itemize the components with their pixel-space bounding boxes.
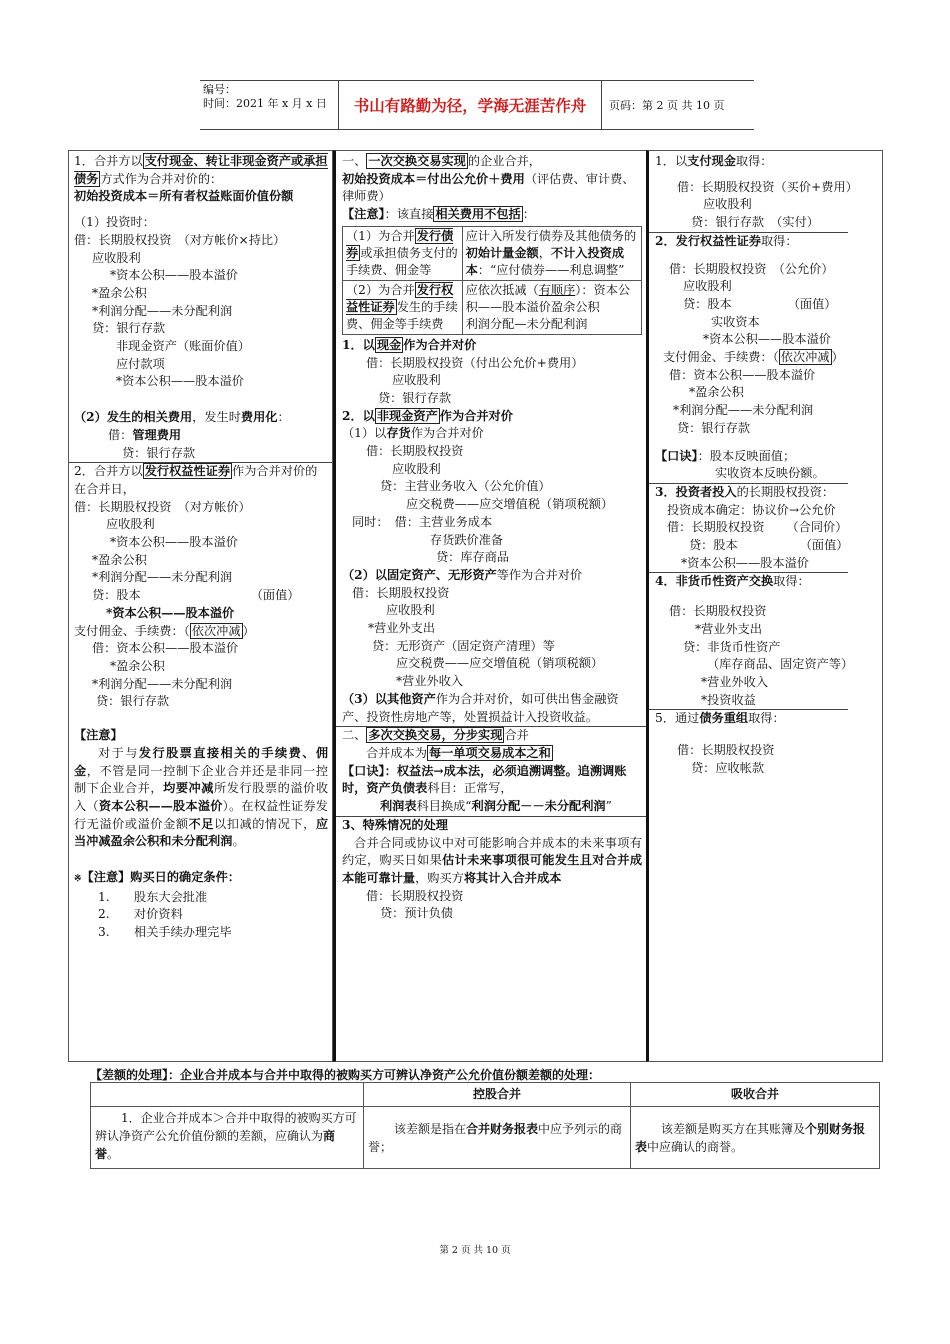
table-cell: 应依次抵减（有顺序）：资本公积——股本溢价盈余公积 利润分配—未分配利润 (462, 280, 641, 334)
subheading: 4．非货币性资产交换取得： (655, 574, 810, 589)
document-header (200, 80, 754, 130)
text-line: *盈余公积 (92, 285, 147, 300)
text-line: *资本公积——股本溢价 (681, 555, 809, 570)
text-line: 贷：应收帐款 (691, 760, 765, 775)
text-line: *利润分配——未分配利润 (92, 570, 233, 585)
number-label: 编号： (203, 83, 236, 96)
column-equity-merge (68, 150, 333, 1062)
text-line: 应交税费——应交增值税（销项税额） (396, 656, 604, 671)
text-line: 借：资本公积——股本溢价 (92, 641, 239, 656)
note-title: 【注意】 (74, 728, 123, 743)
text-line: 借：长期股权投资 （公允价） (669, 261, 834, 276)
text-line: 贷：银行存款 (96, 694, 170, 709)
text-line: 借：管理费用 (108, 427, 182, 442)
table-header (91, 1083, 364, 1107)
table-cell: （1）为合并 发行债券 或承担债务支付的手续费、佣金等 (343, 226, 463, 280)
text-line: 实收资本 (711, 314, 760, 329)
text-paragraph: 利润表科目换成“利润分配－－未分配利润” (380, 799, 612, 814)
table-header: 吸收合并 (631, 1083, 880, 1107)
text-line: *营业外收入 (396, 674, 464, 689)
text-line: *资本公积——股本溢价 (703, 332, 831, 347)
text-line: 应收股利 (683, 279, 732, 294)
section-1-heading: 1．合并方以 支付现金、转让非现金资产或承担债务 方式作为合并对价的： (74, 154, 328, 186)
text-line: 贷：股本 （面值） (92, 588, 300, 603)
text-line: 贷：股本 （面值） (689, 538, 849, 553)
text-paragraph: 合并合同或协议中对可能影响合并成本的未来事项有约定，购买日如果估计未来事项很可能发生且对合并成本能可靠计量，购买方将其计入合并成本 (342, 835, 643, 885)
column-other-methods (646, 150, 883, 1062)
subheading: 2．发行权益性证券取得： (655, 233, 798, 248)
text-line: 借：长期股权投资 (677, 743, 775, 758)
text-line: （1）以存货作为合并对价 (342, 426, 484, 441)
text-line: *盈余公积 (92, 552, 147, 567)
formula: 初始投资成本＝所有者权益账面价值份额 (74, 189, 294, 204)
date-label: 时间：2021 年 x 月 x 日 (203, 97, 327, 110)
text-line: 贷：银行存款 (92, 321, 166, 336)
text-line: 贷：非货币性资产 (683, 639, 781, 654)
difference-table (90, 1082, 880, 1169)
text-line: *资本公积——股本溢价 (110, 535, 238, 550)
text-line: 支付佣金、手续费：（ 依次冲减 ） (663, 350, 844, 365)
text-line: 应付款项 (116, 356, 165, 371)
subheading: 1．以 现金 作为合并对价 (342, 337, 477, 352)
note-line: 【注意】：该直接 相关费用不包括 ： (342, 207, 535, 222)
text-line: 贷：无形资产（固定资产清理）等 (372, 638, 555, 653)
column-non-common-control (333, 150, 646, 1062)
table-cell: 该差额是购买方在其账簿及个别财务报表中应确认的商誉。 (631, 1107, 880, 1169)
section-2-heading: 2．合并方以 发行权益性证券 作为合并对价的 (74, 464, 318, 479)
note-paragraph: 对于与发行股票直接相关的手续费、佣金，不管是同一控制下企业合并还是非同一控制下企业合并，均要冲减所发行股票的溢价收入（资本公积——股本溢价）。在权益性证券发行无溢价或溢价金额不足以扣减的情况下，应当冲减盈余公积和未分配利润。 (74, 745, 329, 849)
text-line: 贷：库存商品 (436, 550, 510, 565)
table-cell: （2）为合并 发行权益性证券 发生的手续费、佣金等手续费 (343, 280, 463, 334)
text-line: 应收股利 (106, 517, 155, 532)
text-line: 借：长期股权投资 (366, 444, 464, 459)
text-line: 存货跌价准备 (430, 532, 504, 547)
header-page-label: 页码：第 2 页 共 10 页 (609, 99, 725, 112)
table-header: 控股合并 (364, 1083, 631, 1107)
text-line: 合并成本为 每一单项交易成本之和 (366, 745, 551, 760)
text-line: （2）发生的相关费用，发生时费用化： (74, 410, 290, 425)
text-line: *资本公积——股本溢价 (110, 268, 238, 283)
text-line: 借：长期股权投资 (366, 888, 464, 903)
text-line: *利润分配——未分配利润 (92, 676, 233, 691)
text-paragraph: 【口诀】：权益法→成本法，必须追溯调整。追溯调账时，资产负债表科目：正常写， (342, 763, 627, 796)
text-line: 投资成本确定：协议价→公允价 (667, 502, 836, 517)
text-line: 应收股利 (703, 197, 752, 212)
text-line: 借：长期股权投资（付出公允价+费用） (366, 355, 584, 370)
text-line: （库存商品、固定资产等） (707, 657, 854, 672)
text-line: 应收股利 (92, 250, 141, 265)
table-cell: 应计入所发行债券及其他债务的初始计量金额，不计入投资成本：“应付债券——利息调整” (462, 226, 641, 280)
text-line: *营业外收入 (701, 674, 769, 689)
text-line: 贷：主营业务收入（公允价值） (380, 479, 551, 494)
text-line: 借：长期股权投资 (669, 604, 767, 619)
header-meta (200, 81, 339, 129)
text-line: 借：长期股权投资 （对方帐价） (74, 499, 251, 514)
text-line: 应收股利 (386, 603, 435, 618)
text-line: 借：长期股权投资 （对方帐价×持比） (74, 232, 286, 247)
text-line: 借：长期股权投资 (352, 585, 450, 600)
text-line: *资本公积——股本溢价 (116, 374, 244, 389)
text-line: 应收股利 (392, 461, 441, 476)
text-line: 贷：股本 （面值） (683, 296, 837, 311)
subheading: 1．以支付现金取得： (655, 154, 773, 168)
text-line: 非现金资产（账面价值） (116, 339, 251, 354)
text-line: 实收资本反映份额。 (715, 466, 825, 481)
list-item: 2. 对价资料 (98, 907, 183, 922)
text-line: 借：长期股权投资（买价+费用） (677, 179, 858, 194)
text-line: *营业外支出 (368, 621, 436, 636)
text-line: 贷：银行存款 (677, 420, 751, 435)
subheading: 5．通过债务重组取得： (655, 711, 785, 726)
text-line: *投资收益 (701, 692, 756, 707)
text-line: （1）投资时： (74, 215, 155, 230)
text-line: 同时： 借：主营业务成本 (352, 514, 493, 529)
list-item: 3. 相关手续办理完毕 (98, 925, 232, 940)
list-item: 1. 股东大会批准 (98, 889, 208, 904)
text-line: 应收股利 (392, 373, 441, 388)
text-paragraph: （3）以其他资产作为合并对价，如可供出售金融资产、投资性房地产等，处置损益计入投资收益。 (342, 691, 619, 724)
text-line: （2）以固定资产、无形资产等作为合并对价 (342, 567, 583, 582)
text-line: *利润分配——未分配利润 (673, 403, 814, 418)
section-heading: 二、 多次交换交易，分步实现 合并 (342, 728, 529, 743)
subheading: 2．以 非现金资产 作为合并对价 (342, 408, 513, 423)
text-line: 借：资本公积——股本溢价 (669, 367, 816, 382)
difference-title: 【差额的处理】：企业合并成本与合并中取得的被购买方可辨认净资产公允价值份额差额的处理： (90, 1068, 601, 1082)
text-line: 贷：预计负债 (380, 906, 454, 921)
text-line: *盈余公积 (689, 385, 744, 400)
text-line: 在合并日， (74, 481, 135, 496)
text-line: 借：长期股权投资 （合同价） (667, 520, 848, 535)
subheading: 3、特殊情况的处理 (342, 817, 448, 832)
text-line: *资本公积——股本溢价 (106, 605, 235, 620)
text-line: 支付佣金、手续费：（ 依次冲减 ） (74, 623, 255, 638)
formula: 初始投资成本＝付出公允价＋费用（评估费、审计费、律师费） (342, 171, 635, 204)
table-cell: 1．企业合并成本＞合并中取得的被购买方可辨认净资产公允价值份额的差额，应确认为商誉。 (91, 1107, 364, 1169)
note2-title: ※【注意】购买日的确定条件： (74, 870, 240, 885)
text-line: 贷：银行存款 （实付） (691, 215, 819, 230)
table-cell: 该差额是指在合并财务报表中应予列示的商誉； (364, 1107, 631, 1169)
text-line: *利润分配——未分配利润 (92, 303, 233, 318)
expense-table (342, 226, 642, 335)
mnemonic: 【口诀】：股本反映面值； (655, 448, 796, 463)
section-heading: 一、 一次交换交易实现 的企业合并， (342, 154, 541, 168)
page-footer: 第 2 页 共 10 页 (439, 1245, 511, 1256)
header-motto: 书山有路勤为径，学海无涯苦作舟 (339, 81, 602, 129)
text-line: *盈余公积 (110, 658, 165, 673)
text-line: *营业外支出 (695, 621, 763, 636)
text-line: 贷：银行存款 (122, 445, 196, 460)
text-line: 贷：银行存款 (378, 390, 452, 405)
text-line: 应交税费——应交增值税（销项税额） (406, 497, 614, 512)
subheading: 3．投资者投入的长期股权投资： (655, 484, 835, 499)
